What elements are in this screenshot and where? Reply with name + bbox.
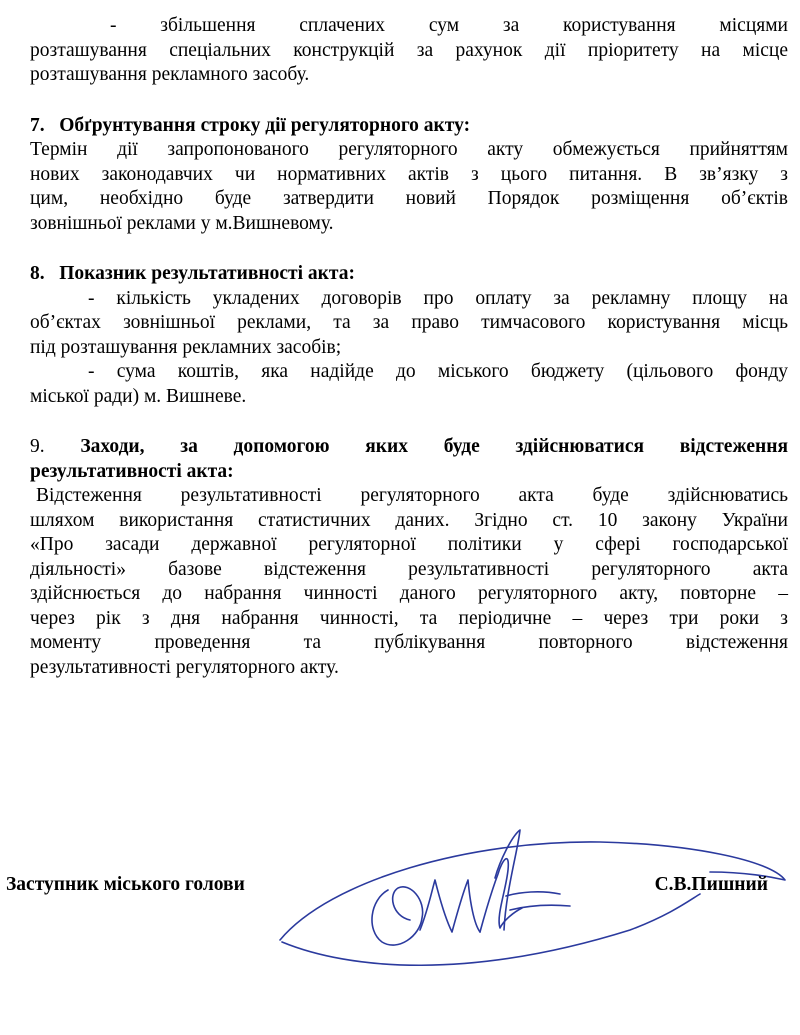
section-8-line: - кількість укладених договорів про оплату за рекламну площу на (88, 287, 788, 309)
document-page (30, 14, 788, 680)
section-8-line: під розташування рекламних засобів; (30, 336, 342, 358)
section-9-line: Відстеження результативності регуляторного акта буде здійснюватись (36, 485, 788, 506)
section-9-line: через рік з дня набрання чинності, та періодичне – через три роки з (30, 607, 788, 629)
section-title: Обґрунтування строку дії регуляторного акту: (59, 114, 471, 136)
section-9-heading (30, 435, 788, 460)
section-9-line: моменту проведення та публікування повторного відстеження (30, 632, 788, 653)
section-9-line: шляхом використання статистичних даних. Згідно ст. 10 закону України (30, 509, 788, 531)
section-8-line: міської ради) м. Вишневе. (30, 385, 247, 407)
section-9-line: діяльності» базове відстеження результативності регуляторного акта (30, 558, 788, 580)
intro-line: розташування рекламного засобу. (30, 64, 310, 85)
section-8-heading (30, 262, 788, 287)
section-title: Заходи, за допомогою яких буде здійснюватися відстеження (80, 436, 788, 457)
section-7-line: цим, необхідно буде затвердити новий Порядок розміщення об’єктів (30, 188, 788, 209)
signature-block (6, 874, 776, 904)
section-7-line: зовнішньої реклами у м.Вишневому. (30, 212, 334, 234)
section-9-heading-cont: результативності акта: (30, 460, 234, 482)
section-9-line: «Про засади державної регуляторної політики у сфері господарської (30, 534, 788, 555)
section-8-line: об’єктах зовнішньої реклами, та за право тимчасового користування місць (30, 312, 788, 333)
section-7-line: Термін дії запропонованого регуляторного акту обмежується прийняттям (30, 139, 788, 160)
intro-line: розташування спеціальних конструкцій за рахунок дії пріоритету на місце (30, 39, 788, 61)
section-9-line: результативності регуляторного акту. (30, 656, 339, 678)
section-9-line: здійснюється до набрання чинності даного регуляторного акту, повторне – (30, 583, 788, 604)
signatory-position: Заступник міського голови (6, 874, 245, 895)
section-number: 7. (30, 114, 45, 136)
section-number: 8. (30, 263, 45, 284)
section-8-line: - сума коштів, яка надійде до міського бюджету (цільового фонду (88, 361, 788, 382)
signatory-name: С.В.Пишний (654, 874, 768, 895)
section-number: 9. (30, 436, 45, 457)
section-7-line: нових законодавчих чи нормативних актів з цього питання. В зв’язку з (30, 163, 788, 185)
intro-line: - збільшення сплачених сум за користування місцями (110, 15, 788, 36)
section-7-heading (30, 114, 788, 139)
section-title: Показник результативності акта: (59, 263, 355, 284)
